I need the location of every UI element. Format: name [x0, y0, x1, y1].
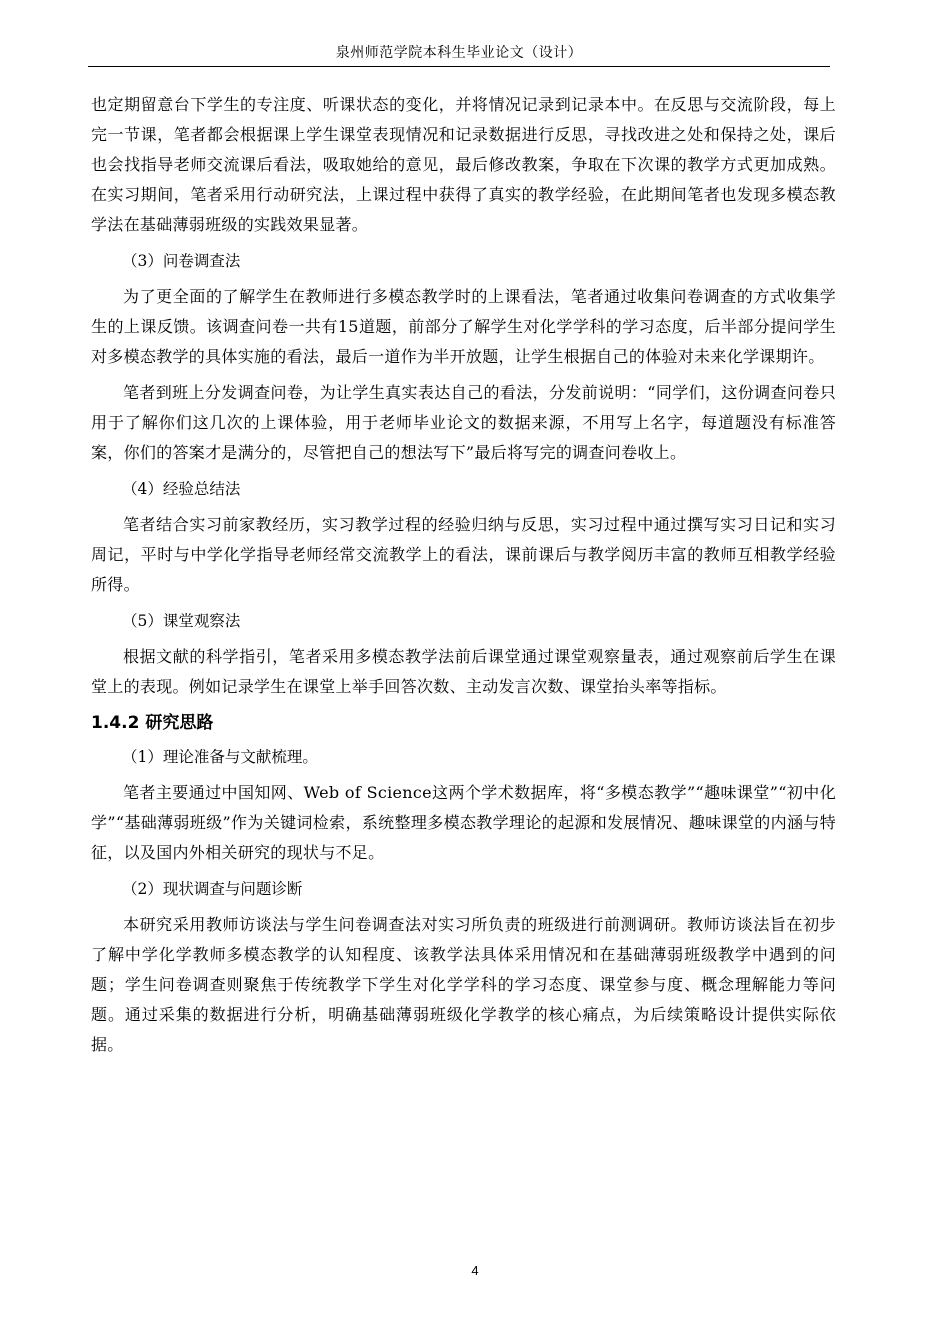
paragraph: 笔者主要通过中国知网、Web of Science这两个学术数据库，将“多模态教学”“趣味课堂”“初中化学”“基础薄弱班级”作为关键词检索，系统整理多模态教学理论的起源和发展情况、趣味课堂的内涵与特征，以及国内外相关研究的现状与不足。 [91, 783, 836, 862]
method-subheading: （5）课堂观察法 [122, 612, 241, 630]
paragraph: 笔者结合实习前家教经历，实习教学过程的经验归纳与反思，实习过程中通过撰写实习日记和实习周记，平时与中学化学指导老师经常交流教学上的看法，课前课后与教学阅历丰富的教师互相教学经验所得。 [91, 515, 836, 594]
method-subheading: （2）现状调查与问题诊断 [122, 880, 303, 898]
method-subheading: （3）问卷调查法 [122, 252, 241, 270]
page-number: 4 [471, 1263, 479, 1278]
header-rule [88, 66, 830, 67]
body-text [91, 90, 836, 1066]
paragraph: 也定期留意台下学生的专注度、听课状态的变化，并将情况记录到记录本中。在反思与交流阶段，每上完一节课，笔者都会根据课上学生课堂表现情况和记录数据进行反思，寻找改进之处和保持之处，课后也会找指导老师交流课后看法，吸取她给的意见，最后修改教案，争取在下次课的教学方式更加成熟。在实习期间，笔者采用行动研究法，上课过程中获得了真实的教学经验，在此期间笔者也发现多模态教学法在基础薄弱班级的实践效果显著。 [91, 95, 836, 234]
paragraph: 笔者到班上分发调查问卷，为让学生真实表达自己的看法，分发前说明：“同学们，这份调查问卷只用于了解你们这几次的上课体验，用于老师毕业论文的数据来源，不用写上名字，每道题没有标准答案，你们的答案才是满分的，尽管把自己的想法写下”最后将写完的调查问卷收上。 [91, 383, 836, 462]
paragraph: 本研究采用教师访谈法与学生问卷调查法对实习所负责的班级进行前测调研。教师访谈法旨在初步了解中学化学教师多模态教学的认知程度、该教学法具体采用情况和在基础薄弱班级教学中遇到的问题；学生问卷调查则聚焦于传统教学下学生对化学学科的学习态度、课堂参与度、概念理解能力等问题。通过采集的数据进行分析，明确基础薄弱班级化学教学的核心痛点，为后续策略设计提供实际依据。 [91, 915, 836, 1054]
running-header: 泉州师范学院本科生毕业论文（设计） [335, 45, 583, 61]
paragraph: 为了更全面的了解学生在教师进行多模态教学时的上课看法，笔者通过收集问卷调查的方式收集学生的上课反馈。该调查问卷一共有15道题，前部分了解学生对化学学科的学习态度，后半部分提问学生对多模态教学的具体实施的看法，最后一道作为半开放题，让学生根据自己的体验对未来化学课期许。 [91, 287, 836, 366]
section-heading: 1.4.2 研究思路 [91, 713, 214, 733]
method-subheading: （1）理论准备与文献梳理。 [122, 748, 318, 766]
paragraph: 根据文献的科学指引，笔者采用多模态教学法前后课堂通过课堂观察量表，通过观察前后学生在课堂上的表现。例如记录学生在课堂上举手回答次数、主动发言次数、课堂抬头率等指标。 [91, 647, 836, 696]
method-subheading: （4）经验总结法 [122, 480, 241, 498]
